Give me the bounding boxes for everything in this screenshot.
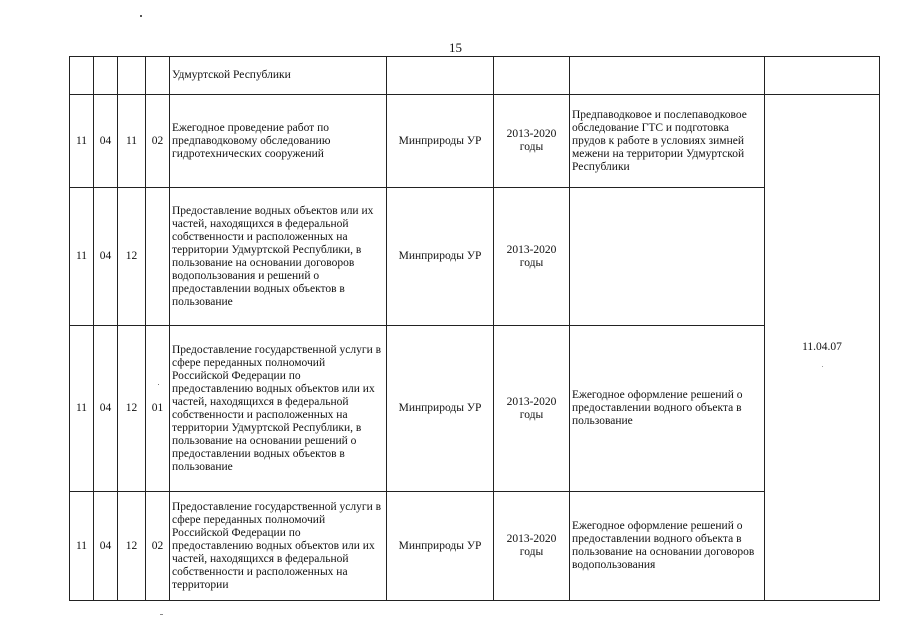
- code-cell: 11: [70, 326, 94, 492]
- term-cell: [494, 57, 570, 95]
- code-cell: 12: [118, 492, 146, 601]
- executor-cell: Минприроды УР: [387, 188, 494, 326]
- term-cell: 2013-2020 годы: [494, 492, 570, 601]
- code-cell: 11: [70, 188, 94, 326]
- code-cell: 12: [118, 326, 146, 492]
- code-cell: [146, 57, 170, 95]
- code-cell: 11: [70, 492, 94, 601]
- term-cell: 2013-2020 годы: [494, 188, 570, 326]
- activity-name: Предоставление водных объектов или их частей, находящихся в федеральной собственности и расположенных на территории Удмуртской Республики, в пользование на основании договоров водопользования и решений о предоставлении водных объектов в пользование: [170, 188, 387, 326]
- code-cell: 04: [94, 492, 118, 601]
- code-cell: 02: [146, 492, 170, 601]
- result-cell: Предпаводковое и послепаводковое обследование ГТС и подготовка прудов к работе в условиях зимней межени на территории Удмуртской Республики: [570, 95, 765, 188]
- result-cell: [570, 57, 765, 95]
- code-cell: [146, 188, 170, 326]
- result-cell: Ежегодное оформление решений о предоставлении водного объекта в пользование на основании договоров водопользования: [570, 492, 765, 601]
- code-cell: 12: [118, 188, 146, 326]
- executor-cell: Минприроды УР: [387, 492, 494, 601]
- code-cell: [70, 57, 94, 95]
- table-row: [70, 492, 880, 601]
- activity-name: Предоставление государственной услуги в сфере переданных полномочий Российской Федерации по предоставлению водных объектов или их частей, находящихся в федеральной собственности и расположенных на территории Удмуртской Республики, в пользование на основании решений о предоставлении водных объектов в пользование: [170, 326, 387, 492]
- code-cell: 02: [146, 95, 170, 188]
- table-row: [70, 188, 880, 326]
- reference-cell: [765, 57, 880, 95]
- executor-cell: [387, 57, 494, 95]
- activity-name: Предоставление государственной услуги в сфере переданных полномочий Российской Федерации по предоставлению водных объектов или их частей, находящихся в федеральной собственности и расположенных на территории: [170, 492, 387, 601]
- result-cell: [570, 188, 765, 326]
- page-number: 15: [449, 40, 462, 55]
- code-cell: [118, 57, 146, 95]
- code-cell: [94, 57, 118, 95]
- code-cell: 01: [146, 326, 170, 492]
- executor-cell: Минприроды УР: [387, 95, 494, 188]
- activity-name: Ежегодное проведение работ по предпаводковому обследованию гидротехнических сооружений: [170, 95, 387, 188]
- term-cell: 2013-2020 годы: [494, 95, 570, 188]
- result-cell: Ежегодное оформление решений о предоставлении водного объекта в пользование: [570, 326, 765, 492]
- code-cell: 04: [94, 188, 118, 326]
- table-row: [70, 326, 880, 492]
- merged-reference-cell: 11.04.07: [765, 95, 880, 601]
- scan-speck: [160, 614, 163, 615]
- activity-name: Удмуртской Республики: [170, 57, 387, 95]
- code-cell: 11: [118, 95, 146, 188]
- program-activities-table: [69, 56, 880, 601]
- code-cell: 04: [94, 326, 118, 492]
- scan-speck: [140, 15, 142, 17]
- table-row-continuation: [70, 57, 880, 95]
- executor-cell: Минприроды УР: [387, 326, 494, 492]
- code-cell: 04: [94, 95, 118, 188]
- code-cell: 11: [70, 95, 94, 188]
- term-cell: 2013-2020 годы: [494, 326, 570, 492]
- table-row: [70, 95, 880, 188]
